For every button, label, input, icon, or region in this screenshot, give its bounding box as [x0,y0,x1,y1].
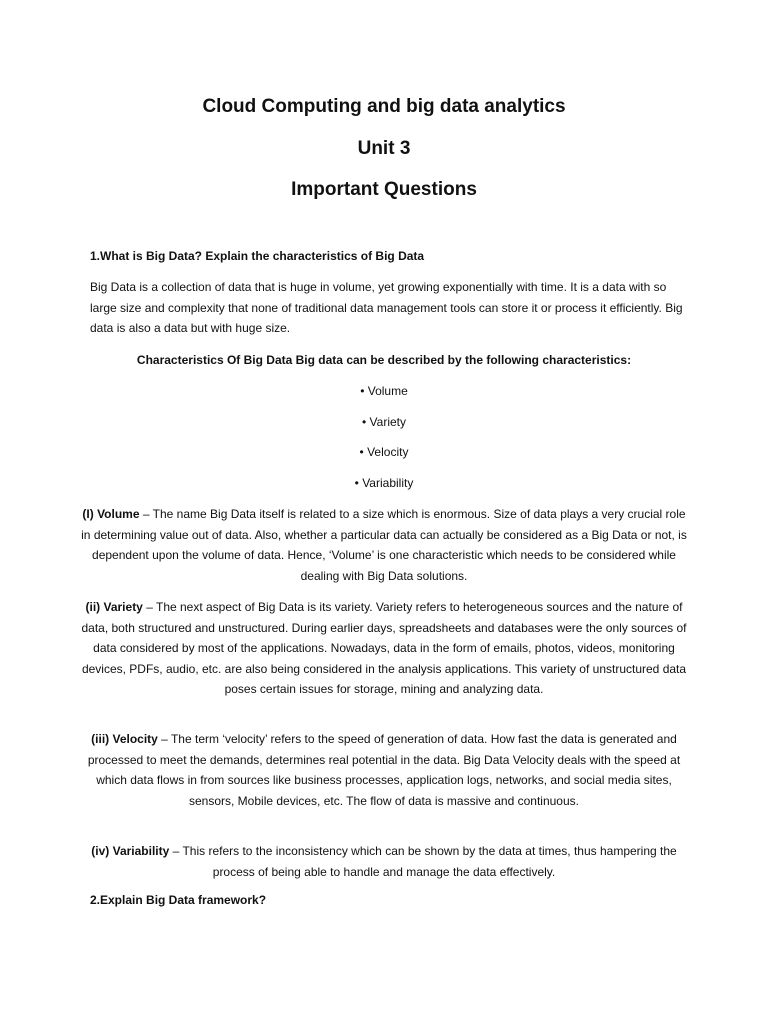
variability-text: – This refers to the inconsistency which can be shown by the data at times, thus hampering the process of being able to handle and manage the data effectively. [169,844,677,879]
document-title: Cloud Computing and big data analytics [202,96,566,117]
question-1-heading: 1.What is Big Data? Explain the characteristics of Big Data [90,249,425,263]
list-item-velocity: • Velocity [359,445,409,460]
list-item-variability: • Variability [354,475,414,490]
variety-text: – The next aspect of Big Data is its variety. Variety refers to heterogeneous sources and the nature of data, both structured and unstructured. During earlier days, spreadsheets and databases were the only sources of data considered by most of the applications. Nowadays, data in the form of emails, photos, videos, monitoring devices, PDFs, audio, etc. are also being considered in the analysis applications. This variety of unstructured data poses certain issues for storage, mining and analyzing data. [81,600,687,696]
big-data-intro-paragraph: Big Data is a collection of data that is huge in volume, yet growing exponentially with time. It is a data with so large size and complexity that none of traditional data management tools can store it or process it efficiently. Big data is also a data but with huge size. [90,280,683,335]
volume-paragraph [80,504,688,586]
question-2-heading: 2.Explain Big Data framework? [90,893,267,907]
variability-paragraph [80,841,688,882]
characteristics-list [0,381,768,503]
characteristics-heading: Characteristics Of Big Data Big data can be described by the following characteristics: [136,353,632,367]
velocity-lead: (iii) Velocity [91,732,158,746]
volume-text: – The name Big Data itself is related to a size which is enormous. Size of data plays a very crucial role in determining value out of data. Also, whether a particular data can actually be considered as a Big Data or not, is dependent upon the volume of data. Hence, ‘Volume’ is one characteristic which needs to be considered while dealing with Big Data solutions. [81,507,687,583]
unit-title: Unit 3 [357,138,411,159]
variety-lead: (ii) Variety [85,600,143,614]
velocity-text: – The term ‘velocity’ refers to the speed of generation of data. How fast the data is generated and processed to meet the demands, determines real potential in the data. Big Data Velocity deals with the speed at which data flows in from sources like business processes, application logs, networks, and social media sites, sensors, Mobile devices, etc. The flow of data is massive and continuous. [87,732,681,808]
variety-paragraph [80,597,688,700]
section-title: Important Questions [291,179,477,200]
list-item-volume: • Volume [360,384,408,398]
volume-lead: (I) Volume [82,507,140,521]
variability-lead: (iv) Variability [91,844,170,858]
velocity-paragraph [80,729,688,811]
list-item-variety: • Variety [362,414,406,429]
